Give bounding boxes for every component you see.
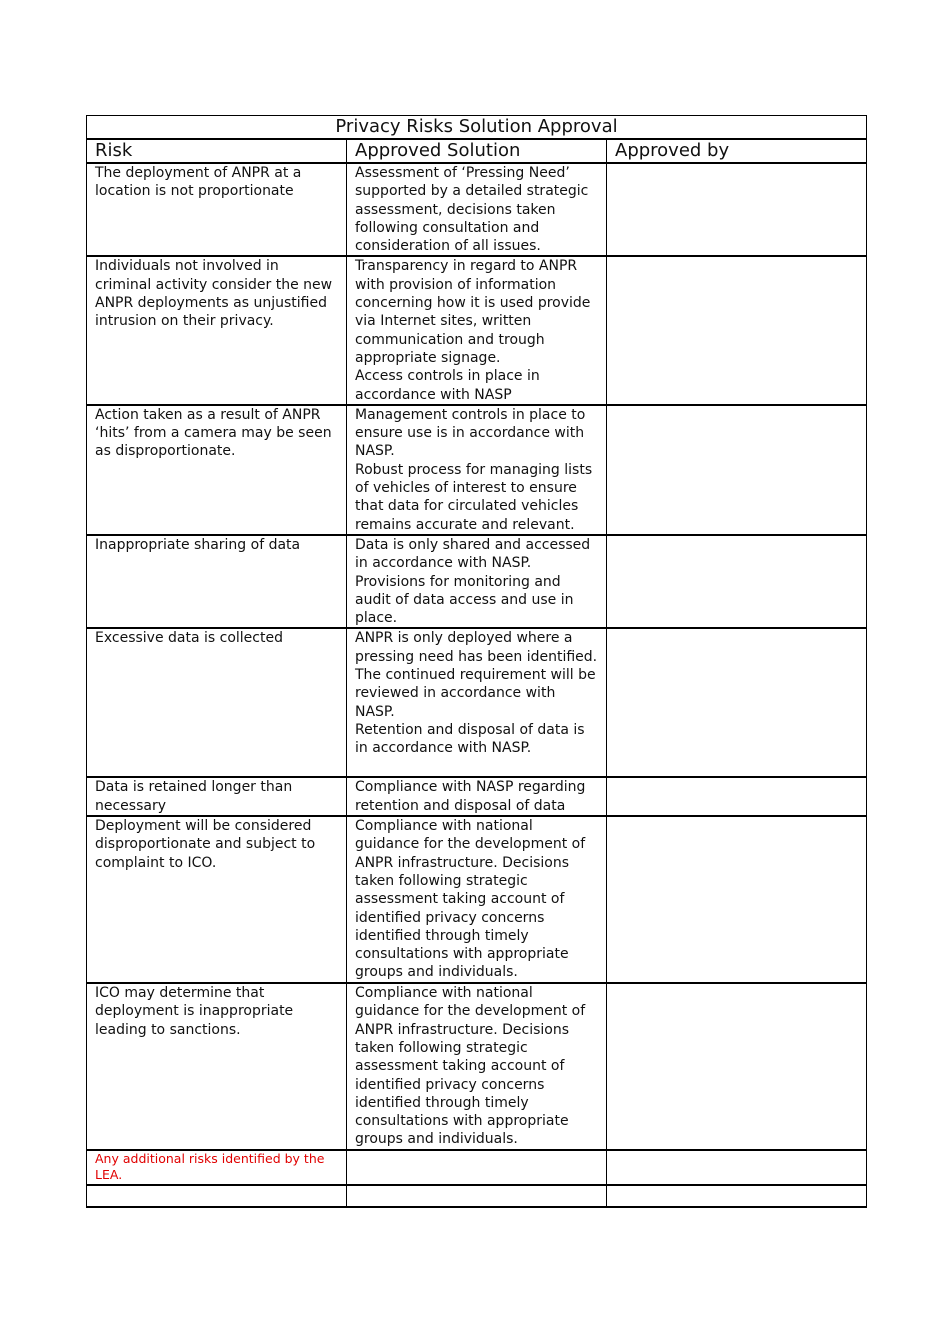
risk-cell: The deployment of ANPR at a location is not proportionate <box>87 163 347 256</box>
solution-cell: ANPR is only deployed where a pressing need has been identified. The continued requirement will be reviewed in accordance with NASP. Retention and disposal of data is in accordance with NASP. <box>347 628 607 777</box>
solution-cell: Compliance with national guidance for the development of ANPR infrastructure. Decisions taken following strategic assessment taking account of identified privacy concerns identified through timely consultations with appropriate groups and individuals. <box>347 983 607 1150</box>
table-row <box>87 628 867 777</box>
empty-cell[interactable] <box>607 1185 867 1207</box>
header-approved-solution: Approved Solution <box>347 139 607 163</box>
empty-cell[interactable] <box>347 1185 607 1207</box>
header-approved-by: Approved by <box>607 139 867 163</box>
solution-cell: Assessment of ‘Pressing Need’ supported by a detailed strategic assessment, decisions taken following consultation and consideration of all issues. <box>347 163 607 256</box>
solution-cell[interactable] <box>347 1150 607 1185</box>
table-title: Privacy Risks Solution Approval <box>87 116 867 140</box>
solution-cell: Management controls in place to ensure use is in accordance with NASP. Robust process for managing lists of vehicles of interest to ensure that data for circulated vehicles remains accurate and relevant. <box>347 405 607 535</box>
risk-cell: Data is retained longer than necessary <box>87 777 347 816</box>
solution-cell: Compliance with national guidance for the development of ANPR infrastructure. Decisions taken following strategic assessment taking account of identified privacy concerns identified through timely consultations with appropriate groups and individuals. <box>347 816 607 983</box>
solution-cell: Data is only shared and accessed in accordance with NASP. Provisions for monitoring and audit of data access and use in place. <box>347 535 607 628</box>
solution-cell: Transparency in regard to ANPR with provision of information concerning how it is used provide via Internet sites, written communication and trough appropriate signage. Access controls in place in accordance with NASP <box>347 256 607 404</box>
approved-by-cell[interactable] <box>607 628 867 777</box>
risk-cell: Individuals not involved in criminal activity consider the new ANPR deployments as unjustified intrusion on their privacy. <box>87 256 347 404</box>
approved-by-cell[interactable] <box>607 405 867 535</box>
solution-cell: Compliance with NASP regarding retention and disposal of data <box>347 777 607 816</box>
table-row <box>87 256 867 404</box>
additional-risk-row <box>87 1150 867 1185</box>
risk-cell: ICO may determine that deployment is inappropriate leading to sanctions. <box>87 983 347 1150</box>
empty-row <box>87 1185 867 1207</box>
empty-cell[interactable] <box>87 1185 347 1207</box>
additional-risk-note: Any additional risks identified by the LEA. <box>95 1151 325 1183</box>
approved-by-cell[interactable] <box>607 816 867 983</box>
approved-by-cell[interactable] <box>607 777 867 816</box>
table-row <box>87 535 867 628</box>
approved-by-cell[interactable] <box>607 163 867 256</box>
table-row <box>87 983 867 1150</box>
additional-risk-cell[interactable] <box>87 1150 347 1185</box>
approved-by-cell[interactable] <box>607 1150 867 1185</box>
table-row <box>87 405 867 535</box>
risk-cell: Action taken as a result of ANPR ‘hits’ from a camera may be seen as disproportionate. <box>87 405 347 535</box>
table-row <box>87 816 867 983</box>
privacy-risks-table <box>86 115 867 1208</box>
approved-by-cell[interactable] <box>607 256 867 404</box>
risk-cell: Deployment will be considered disproportionate and subject to complaint to ICO. <box>87 816 347 983</box>
approved-by-cell[interactable] <box>607 535 867 628</box>
approved-by-cell[interactable] <box>607 983 867 1150</box>
table-row <box>87 163 867 256</box>
risk-cell: Inappropriate sharing of data <box>87 535 347 628</box>
header-risk: Risk <box>87 139 347 163</box>
table-row <box>87 777 867 816</box>
risk-cell: Excessive data is collected <box>87 628 347 777</box>
